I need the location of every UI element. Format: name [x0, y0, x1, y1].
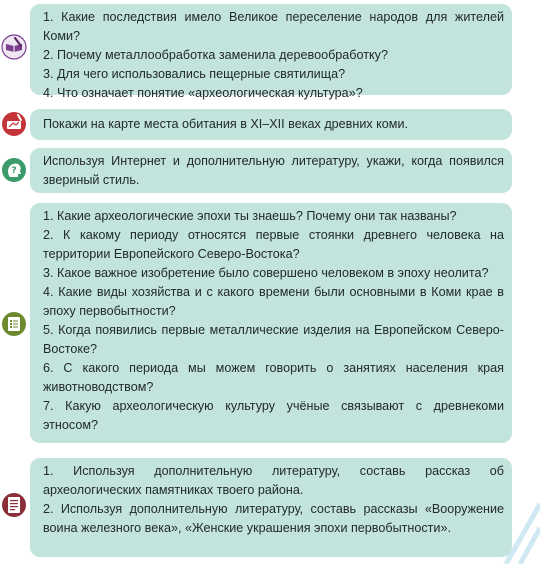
- document-list-icon: [1, 492, 27, 518]
- task-item: 1. Используя дополнительную литературу, составь рассказ об археологических памятниках твоего района.: [43, 464, 504, 497]
- task-text: Покажи на карте места обитания в XI–XII веках древних коми.: [43, 117, 408, 131]
- map-pointer-icon: [1, 111, 27, 137]
- question-item: 4. Что означает понятие «археологическая культура»?: [43, 86, 363, 100]
- question-item: 3. Какое важное изобретение было совершено человеком в эпоху неолита?: [43, 266, 489, 280]
- question-item: 2. К какому периоду относятся первые стоянки древнего человека на территории Европейского Северо-Востока?: [43, 228, 504, 261]
- book-pen-icon: [1, 34, 27, 60]
- head-question-icon: [1, 157, 27, 183]
- question-item: 5. Когда появились первые металлические изделия на Европейском Северо-Востоке?: [43, 323, 504, 356]
- question-item: 1. Какие последствия имело Великое переселение народов для жителей Коми?: [43, 10, 504, 43]
- question-item: 1. Какие археологические эпохи ты знаешь? Почему они так названы?: [43, 209, 457, 223]
- project-tasks-block: [30, 458, 512, 557]
- research-task-block: [30, 148, 512, 193]
- svg-text:?: ?: [11, 166, 17, 176]
- question-item: 7. Какую археологическую культуру учёные связывают с древнекоми этносом?: [43, 399, 504, 432]
- task-text: Используя Интернет и дополнительную литературу, укажи, когда появился звериный стиль.: [43, 154, 504, 187]
- questions-block: [30, 4, 512, 100]
- checklist-icon: [1, 311, 27, 337]
- task-item: 2. Используя дополнительную литературу, составь рассказы «Вооружение воина железного века», «Женские украшения эпохи первобытности».: [43, 502, 504, 535]
- question-item: 6. С какого периода мы можем говорить о занятиях населения края животноводством?: [43, 361, 504, 394]
- review-questions-block: [30, 203, 512, 443]
- question-item: 2. Почему металлообработка заменила деревообработку?: [43, 48, 388, 62]
- map-task-block: [30, 109, 512, 140]
- question-item: 4. Какие виды хозяйства и с какого времени были основными в Коми крае в эпоху первобытности?: [43, 285, 504, 318]
- question-item: 3. Для чего использовались пещерные святилища?: [43, 67, 346, 81]
- decorative-corner-lines: [496, 494, 540, 564]
